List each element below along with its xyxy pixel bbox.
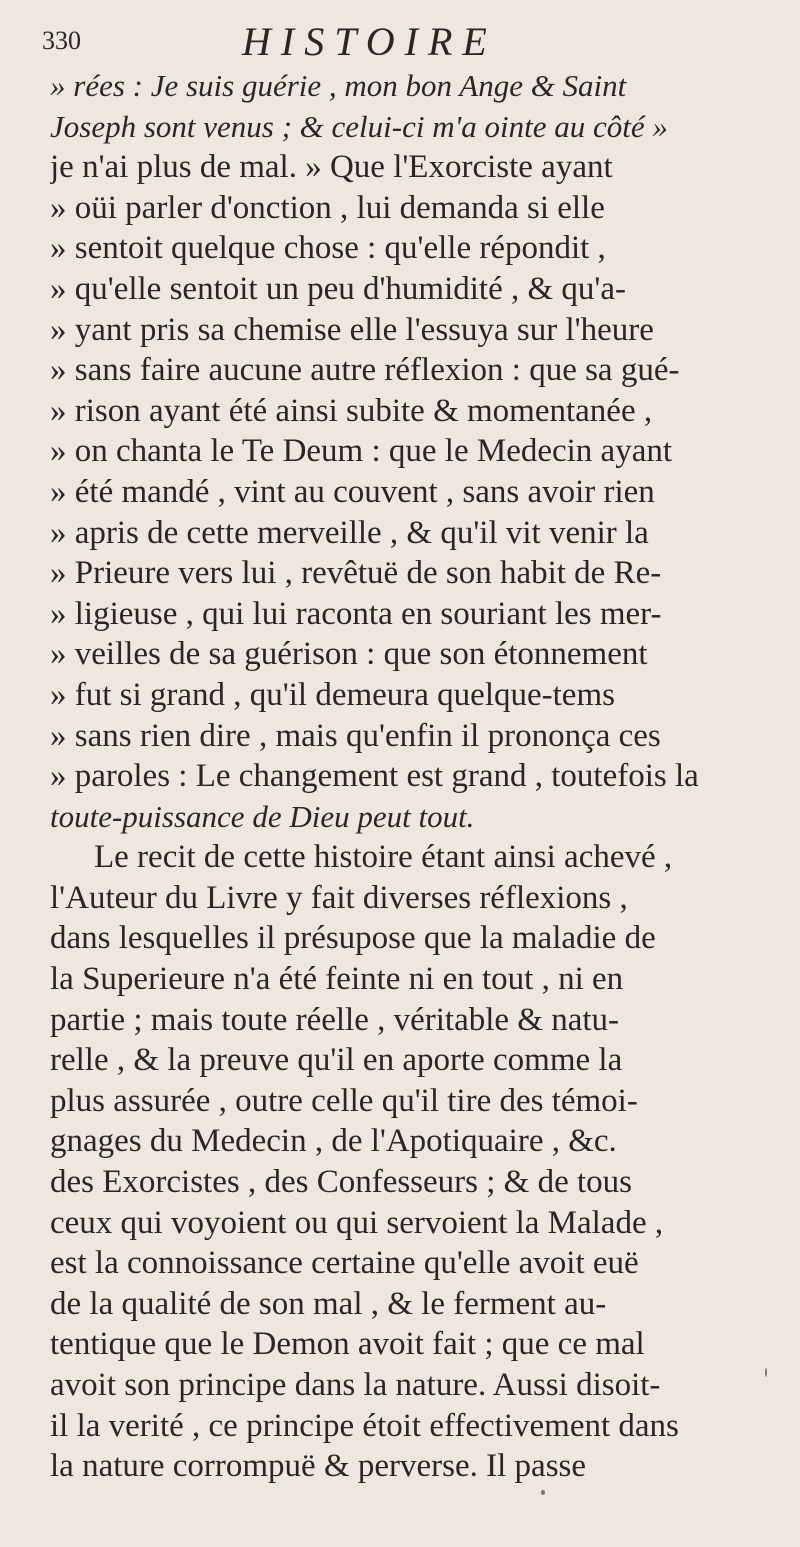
text-line: » oüi parler d'onction , lui demanda si elle (50, 189, 605, 226)
text-line: la Superieure n'a été feinte ni en tout , ni en (50, 961, 624, 998)
text-line: » qu'elle sentoit un peu d'humidité , & qu'a- (50, 270, 626, 307)
text-line: ceux qui voyoient ou qui servoient la Malade , (50, 1204, 664, 1241)
text-line: » fut si grand , qu'il demeura quelque-tems (50, 676, 615, 713)
text-line: » on chanta le Te Deum : que le Medecin ayant (50, 433, 673, 470)
text-line: l'Auteur du Livre y fait diverses réflexions , (50, 879, 628, 916)
text-line: Le recit de cette histoire étant ainsi achevé , (94, 839, 673, 876)
text-line: de la qualité de son mal , & le ferment au- (50, 1285, 607, 1322)
text-line: » sentoit quelque chose : qu'elle répondit , (50, 230, 606, 267)
text-line: » Prieure vers lui , revêtuë de son habit de Re- (50, 555, 662, 592)
page-header (42, 18, 782, 64)
running-head: HISTOIRE (242, 19, 497, 64)
text-line: » sans rien dire , mais qu'enfin il prononça ces (50, 717, 661, 754)
text-line: relle , & la preuve qu'il en aporte comme la (50, 1042, 623, 1079)
text-line: avoit son principe dans la nature. Aussi disoit- (50, 1367, 661, 1403)
text-line: il la verité , ce principe étoit effectivement dans (50, 1407, 679, 1444)
text-line: gnages du Medecin , de l'Apotiquaire , &c. (50, 1123, 617, 1160)
text-line: Joseph sont venus ; & celui-ci m'a ointe au côté » (50, 108, 668, 144)
text-line: je n'ai plus de mal. » Que l'Exorciste ayant (50, 149, 613, 186)
body-text (50, 66, 780, 1487)
text-line: est la connoissance certaine qu'elle avoit euë (50, 1245, 639, 1282)
page-number: 330 (42, 26, 81, 55)
text-line: toute-puissance de Dieu peut tout. (50, 798, 475, 834)
text-line: » rées : Je suis guérie , mon bon Ange & Saint (50, 68, 627, 103)
text-line: » apris de cette merveille , & qu'il vit venir la (50, 514, 649, 551)
text-line: » ligieuse , qui lui raconta en souriant les mer- (50, 595, 662, 632)
text-line: tentique que le Demon avoit fait ; que ce mal (50, 1326, 645, 1363)
text-line: » sans faire aucune autre réflexion : que sa gué- (50, 352, 680, 389)
text-line: dans lesquelles il présupose que la maladie de (50, 920, 656, 957)
text-line: plus assurée , outre celle qu'il tire des témoi- (50, 1082, 638, 1119)
text-line: » paroles : Le changement est grand , toutefois la (50, 758, 699, 795)
text-line: » yant pris sa chemise elle l'essuya sur l'heure (50, 311, 654, 348)
text-line: partie ; mais toute réelle , véritable & natu- (50, 1001, 620, 1038)
text-line: » rison ayant été ainsi subite & momentanée , (50, 392, 653, 429)
text-line: » été mandé , vint au couvent , sans avoir rien (50, 473, 655, 510)
ink-speck (765, 1368, 767, 1377)
ink-speck (541, 1490, 545, 1495)
text-line: la nature corrompuë & perverse. Il passe (50, 1448, 587, 1485)
text-line: » veilles de sa guérison : que son étonnement (50, 636, 648, 673)
text-line: des Exorcistes , des Confesseurs ; & de tous (50, 1164, 632, 1201)
